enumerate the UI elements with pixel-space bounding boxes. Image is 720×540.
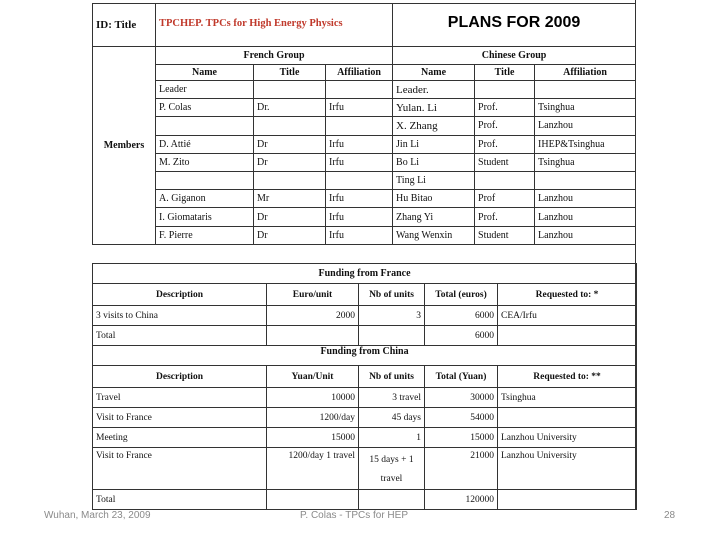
id-title-label: ID: Title bbox=[93, 4, 156, 47]
fr-title bbox=[254, 117, 326, 135]
cn-name: Bo Li bbox=[393, 153, 475, 171]
plans-title: PLANS FOR 2009 bbox=[393, 4, 636, 47]
cn-title: Prof bbox=[475, 190, 535, 208]
cn-name: X. Zhang bbox=[393, 117, 475, 135]
table-row bbox=[93, 448, 637, 490]
fr-name: P. Colas bbox=[156, 99, 254, 117]
fr-title-header: Title bbox=[254, 64, 326, 80]
fc-col-nb: Nb of units bbox=[359, 366, 425, 388]
fc-nb: 15 days + 1 bbox=[369, 455, 414, 465]
fc-nb-line2: travel bbox=[380, 474, 403, 484]
ff-total-label: Total bbox=[93, 326, 267, 346]
table-row bbox=[93, 428, 637, 448]
ff-col-requested: Requested to: * bbox=[498, 284, 637, 306]
fc-nb: 45 days bbox=[359, 408, 425, 428]
fr-name bbox=[156, 172, 254, 190]
fr-affiliation bbox=[326, 172, 393, 190]
ff-col-nb: Nb of units bbox=[359, 284, 425, 306]
cn-affiliation: Lanzhou bbox=[535, 226, 636, 244]
ff-requested: CEA/Irfu bbox=[498, 306, 637, 326]
fr-name bbox=[156, 117, 254, 135]
ff-desc: 3 visits to China bbox=[93, 306, 267, 326]
fr-title: Dr. bbox=[254, 99, 326, 117]
cn-name: Jin Li bbox=[393, 135, 475, 153]
funding-france-title: Funding from France bbox=[93, 264, 637, 284]
fc-unit: 10000 bbox=[267, 388, 359, 408]
table-row bbox=[93, 388, 637, 408]
fc-unit: 1200/day 1 travel bbox=[267, 448, 359, 490]
french-group-header: French Group bbox=[156, 46, 393, 64]
cn-title-header: Title bbox=[475, 64, 535, 80]
table-row bbox=[93, 153, 636, 171]
fc-nb: 1 bbox=[359, 428, 425, 448]
table-row bbox=[93, 306, 637, 326]
ff-col-total: Total (euros) bbox=[425, 284, 498, 306]
cn-affiliation: Tsinghua bbox=[535, 99, 636, 117]
cn-title: Prof. bbox=[475, 117, 535, 135]
table-row bbox=[93, 408, 637, 428]
fc-total-value: 120000 bbox=[425, 490, 498, 510]
members-row-label: Members bbox=[93, 46, 156, 244]
cn-title: Student bbox=[475, 226, 535, 244]
table-row bbox=[93, 226, 636, 244]
cn-name: Yulan. Li bbox=[393, 99, 475, 117]
fc-unit: 1200/day bbox=[267, 408, 359, 428]
fc-total: 54000 bbox=[425, 408, 498, 428]
table-row bbox=[93, 99, 636, 117]
cn-affiliation: Lanzhou bbox=[535, 190, 636, 208]
fr-affiliation: Irfu bbox=[326, 208, 393, 226]
fc-desc: Visit to France bbox=[93, 408, 267, 428]
ff-unit: 2000 bbox=[267, 306, 359, 326]
table-row bbox=[93, 172, 636, 190]
chinese-group-header: Chinese Group bbox=[393, 46, 636, 64]
cn-leader-label: Leader. bbox=[393, 80, 475, 98]
cn-affiliation: Tsinghua bbox=[535, 153, 636, 171]
fc-col-total: Total (Yuan) bbox=[425, 366, 498, 388]
cn-name: Hu Bitao bbox=[393, 190, 475, 208]
footer-date: Wuhan, March 23, 2009 bbox=[44, 510, 151, 521]
fc-total: 30000 bbox=[425, 388, 498, 408]
cn-affiliation bbox=[535, 172, 636, 190]
fc-col-requested: Requested to: ** bbox=[498, 366, 637, 388]
table-row bbox=[93, 208, 636, 226]
funding-china-title: Funding from China bbox=[93, 346, 637, 366]
cn-affiliation: Lanzhou bbox=[535, 117, 636, 135]
fr-affiliation: Irfu bbox=[326, 153, 393, 171]
fr-name: A. Giganon bbox=[156, 190, 254, 208]
footer-author: P. Colas - TPCs for HEP bbox=[300, 510, 408, 521]
cn-title: Student bbox=[475, 153, 535, 171]
ff-nb: 3 bbox=[359, 306, 425, 326]
table-row bbox=[93, 117, 636, 135]
ff-col-unit: Euro/unit bbox=[267, 284, 359, 306]
fc-unit: 15000 bbox=[267, 428, 359, 448]
fr-affiliation: Irfu bbox=[326, 99, 393, 117]
fr-affiliation: Irfu bbox=[326, 226, 393, 244]
fr-name-header: Name bbox=[156, 64, 254, 80]
cn-name: Ting Li bbox=[393, 172, 475, 190]
fr-title: Dr bbox=[254, 208, 326, 226]
fr-name: M. Zito bbox=[156, 153, 254, 171]
fr-title: Dr bbox=[254, 153, 326, 171]
ff-total-value: 6000 bbox=[425, 326, 498, 346]
cn-name: Wang Wenxin bbox=[393, 226, 475, 244]
fc-nb: 3 travel bbox=[359, 388, 425, 408]
cn-title: Prof. bbox=[475, 208, 535, 226]
fc-requested bbox=[498, 408, 637, 428]
fr-title: Dr bbox=[254, 226, 326, 244]
fc-col-description: Description bbox=[93, 366, 267, 388]
cn-affiliation: Lanzhou bbox=[535, 208, 636, 226]
fc-desc: Travel bbox=[93, 388, 267, 408]
cn-name: Zhang Yi bbox=[393, 208, 475, 226]
fr-affiliation bbox=[326, 117, 393, 135]
fc-col-unit: Yuan/Unit bbox=[267, 366, 359, 388]
fc-desc: Meeting bbox=[93, 428, 267, 448]
fr-name: D. Attié bbox=[156, 135, 254, 153]
fr-name: F. Pierre bbox=[156, 226, 254, 244]
cn-title: Prof. bbox=[475, 99, 535, 117]
fc-requested: Tsinghua bbox=[498, 388, 637, 408]
cn-title bbox=[475, 172, 535, 190]
fr-title bbox=[254, 172, 326, 190]
ff-col-description: Description bbox=[93, 284, 267, 306]
cn-title: Prof. bbox=[475, 135, 535, 153]
fc-total-label: Total bbox=[93, 490, 267, 510]
fc-total: 21000 bbox=[425, 448, 498, 490]
page-number: 28 bbox=[664, 510, 676, 521]
fr-affiliation: Irfu bbox=[326, 135, 393, 153]
fc-total: 15000 bbox=[425, 428, 498, 448]
project-title: TPCHEP. TPCs for High Energy Physics bbox=[156, 4, 393, 47]
fr-affiliation-header: Affiliation bbox=[326, 64, 393, 80]
cn-affiliation-header: Affiliation bbox=[535, 64, 636, 80]
table-row bbox=[93, 190, 636, 208]
table-row bbox=[93, 135, 636, 153]
fr-title: Mr bbox=[254, 190, 326, 208]
cn-affiliation: IHEP&Tsinghua bbox=[535, 135, 636, 153]
fr-leader-label: Leader bbox=[156, 80, 254, 98]
fc-requested: Lanzhou University bbox=[498, 448, 637, 490]
fc-requested: Lanzhou University bbox=[498, 428, 637, 448]
fc-desc: Visit to France bbox=[93, 448, 267, 490]
ff-total: 6000 bbox=[425, 306, 498, 326]
fr-title: Dr bbox=[254, 135, 326, 153]
fr-name: I. Giomataris bbox=[156, 208, 254, 226]
members-table bbox=[92, 3, 636, 245]
cn-name-header: Name bbox=[393, 64, 475, 80]
funding-table bbox=[92, 263, 637, 510]
fr-affiliation: Irfu bbox=[326, 190, 393, 208]
